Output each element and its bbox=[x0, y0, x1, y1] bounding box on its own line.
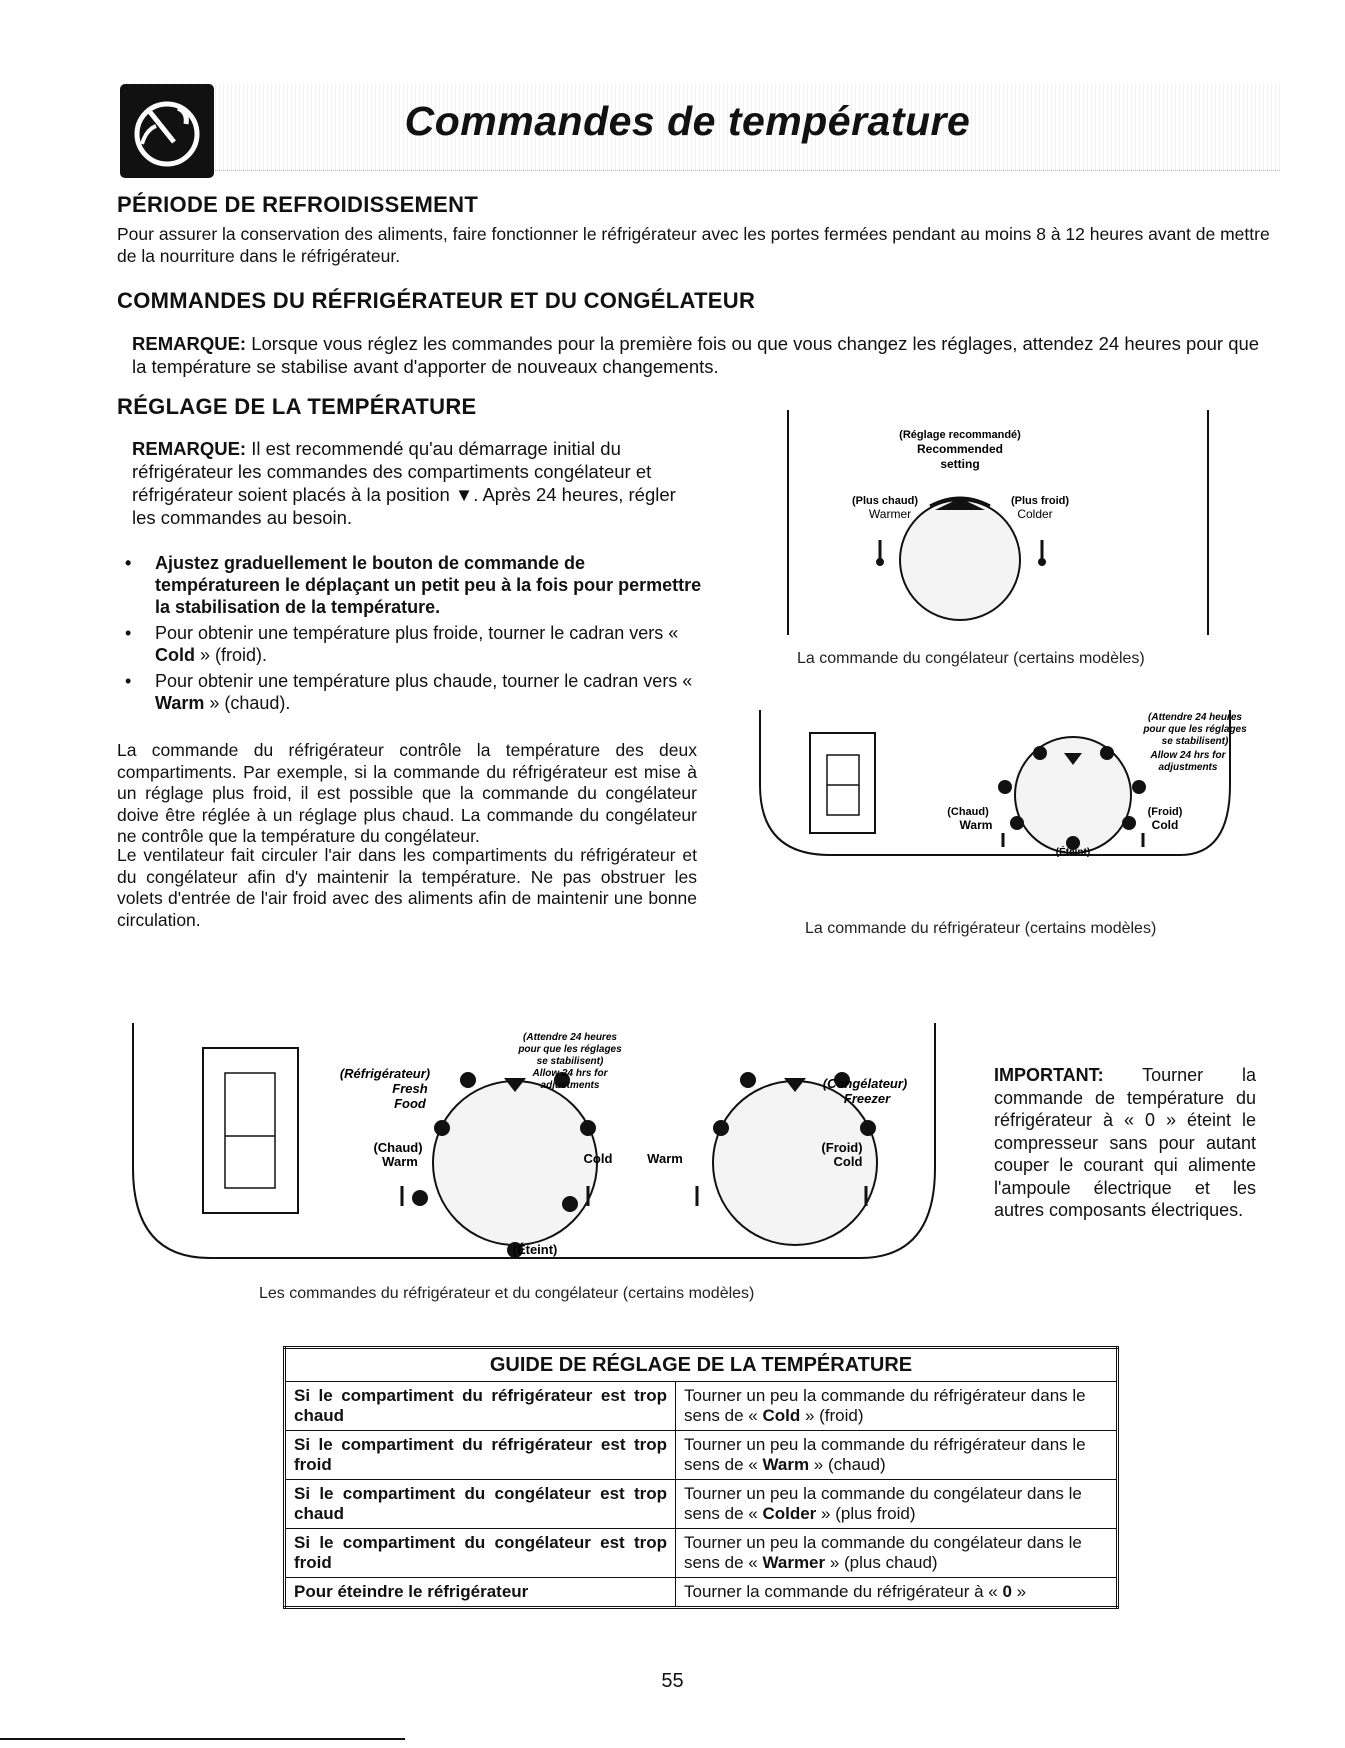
important-label: IMPORTANT: bbox=[994, 1065, 1104, 1085]
footer-rule bbox=[0, 1738, 405, 1740]
guide-row bbox=[285, 1382, 1118, 1431]
guide-row bbox=[285, 1578, 1118, 1608]
combo-fridge-fresh: Fresh bbox=[392, 1081, 428, 1096]
combo-fridge-dial bbox=[433, 1081, 597, 1245]
fridge-allow1: Allow 24 hrs for bbox=[1150, 750, 1226, 761]
combo-cold2: Cold bbox=[833, 1154, 863, 1169]
guide-title: GUIDE DE RÉGLAGE DE LA TEMPÉRATURE bbox=[285, 1348, 1118, 1382]
combo-warm2: Warm bbox=[647, 1151, 683, 1166]
guide-condition: Si le compartiment du réfrigérateur est trop chaud bbox=[285, 1382, 676, 1431]
setting-note bbox=[132, 437, 687, 529]
guide-action: Tourner un peu la commande du congélateur dans le sens de « Colder » (plus froid) bbox=[676, 1480, 1118, 1529]
freezer-control-figure bbox=[780, 410, 1220, 635]
controls-heading: COMMANDES DU RÉFRIGÉRATEUR ET DU CONGÉLATEUR bbox=[117, 288, 756, 313]
guide-condition: Si le compartiment du congélateur est trop froid bbox=[285, 1529, 676, 1578]
combo-wait3: se stabilisent) bbox=[536, 1056, 604, 1067]
setting-heading: RÉGLAGE DE LA TEMPÉRATURE bbox=[117, 394, 477, 419]
bullet-colder: • Pour obtenir une température plus froide, tourner le cadran vers « Cold » (froid). bbox=[117, 622, 702, 666]
setting-bullets bbox=[117, 552, 702, 718]
freezer-colder-en: Colder bbox=[1017, 507, 1053, 521]
combo-froid: (Froid) bbox=[821, 1140, 863, 1155]
page-title: Commandes de température bbox=[404, 98, 971, 144]
guide-row bbox=[285, 1480, 1118, 1529]
guide-action: Tourner un peu la commande du réfrigérateur dans le sens de « Warm » (chaud) bbox=[676, 1431, 1118, 1480]
fridge-allow2: adjustments bbox=[1158, 762, 1218, 773]
freezer-caption: La commande du congélateur (certains modèles) bbox=[797, 650, 1145, 667]
freezer-dial bbox=[900, 500, 1020, 620]
combo-fridge-food: Food bbox=[394, 1096, 426, 1111]
setting-para2: Le ventilateur fait circuler l'air dans les compartiments du réfrigérateur et du congélateur afin d'y maintenir la température. Ne pas obstruer les volets d'entrée de l'air froid avec des aliments afin de maintenir une bonne circulation. bbox=[117, 845, 697, 930]
guide-row bbox=[285, 1529, 1118, 1578]
freezer-warmer-fr: (Plus chaud) bbox=[851, 495, 919, 507]
fridge-wait2: pour que les réglages bbox=[1143, 724, 1247, 735]
combo-wait2: pour que les réglages bbox=[518, 1044, 622, 1055]
fridge-eteint: (Éteint) bbox=[1055, 847, 1091, 858]
setting-note-text: Il est recommendé qu'au démarrage initial du réfrigérateur les commandes des compartiments congélateur et réfrigérateur soient placés à la position ▼. Après 24 heures, régler les commandes au besoin. bbox=[132, 438, 676, 528]
bullet-gradual: • Ajustez graduellement le bouton de commande de températureen le déplaçant un petit peu à la fois pour permettre la stabilisation de la température. bbox=[117, 552, 702, 618]
guide-condition: Si le compartiment du congélateur est trop chaud bbox=[285, 1480, 676, 1529]
bullet-warmer: • Pour obtenir une température plus chaude, tourner le cadran vers « Warm » (chaud). bbox=[117, 670, 702, 714]
cooling-period-text: Pour assurer la conservation des aliments, faire fonctionner le réfrigérateur avec les portes fermées pendant au moins 8 à 12 heures avant de mettre de la nourriture dans le réfrigérateur. bbox=[117, 224, 1270, 266]
combo-allow2: adjustments bbox=[540, 1080, 600, 1091]
fridge-chaud: (Chaud) bbox=[947, 806, 989, 818]
page-number: 55 bbox=[661, 1670, 684, 1692]
combo-allow1: Allow 24 hrs for bbox=[532, 1068, 608, 1079]
fridge-control-figure bbox=[755, 705, 1247, 860]
fridge-froid: (Froid) bbox=[1147, 806, 1183, 818]
combo-cold: Cold bbox=[583, 1151, 613, 1166]
freezer-colder-fr: (Plus froid) bbox=[1010, 495, 1070, 507]
guide-action: Tourner un peu la commande du réfrigérateur dans le sens de « Cold » (froid) bbox=[676, 1382, 1118, 1431]
freezer-rec-label: (Réglage recommandé) bbox=[899, 429, 1021, 441]
freezer-rec-label-en: Recommended bbox=[916, 442, 1004, 456]
freezer-setting-label: setting bbox=[940, 457, 980, 471]
combo-freezer-fr: (Congélateur) bbox=[822, 1076, 908, 1091]
fridge-wait1: (Attendre 24 heures bbox=[1148, 712, 1242, 723]
cooling-period-heading: PÉRIODE DE REFROIDISSEMENT bbox=[117, 192, 479, 217]
important-text: Tourner la commande de température du réfrigérateur à « 0 » éteint le compresseur sans pour autant couper le courant qui alimente l'ampoule électrique et les autres composants électriques. bbox=[994, 1065, 1256, 1220]
combo-eteint: (Éteint) bbox=[512, 1242, 558, 1257]
combo-fridge-fr: (Réfrigérateur) bbox=[339, 1066, 431, 1081]
combo-freezer-en: Freezer bbox=[843, 1091, 891, 1106]
combo-wait1: (Attendre 24 heures bbox=[523, 1032, 617, 1043]
fridge-caption: La commande du réfrigérateur (certains modèles) bbox=[805, 920, 1157, 937]
guide-action: Tourner la commande du réfrigérateur à « 0 » bbox=[676, 1578, 1118, 1608]
fridge-icon bbox=[810, 733, 875, 833]
combined-control-figure bbox=[130, 1018, 940, 1263]
guide-action: Tourner un peu la commande du congélateur dans le sens de « Warmer » (plus chaud) bbox=[676, 1529, 1118, 1578]
setting-note-label: REMARQUE: bbox=[132, 438, 247, 459]
temperature-guide-table bbox=[283, 1346, 1119, 1609]
combo-chaud: (Chaud) bbox=[373, 1140, 423, 1155]
controls-note-label: REMARQUE: bbox=[132, 333, 247, 354]
setting-para1: La commande du réfrigérateur contrôle la température des deux compartiments. Par exemple, si la commande du réfrigérateur est mise à un réglage plus froid, il est possible que la commande du congélateur doive être réglée à un réglage plus chaud. La commande du congélateur ne contrôle que la température du congélateur. bbox=[117, 740, 697, 846]
combo-warm: Warm bbox=[382, 1154, 418, 1169]
fridge-cold: Cold bbox=[1151, 818, 1179, 832]
guide-condition: Si le compartiment du réfrigérateur est trop froid bbox=[285, 1431, 676, 1480]
controls-note bbox=[132, 332, 1277, 378]
combo-caption: Les commandes du réfrigérateur et du congélateur (certains modèles) bbox=[259, 1285, 755, 1302]
guide-row bbox=[285, 1431, 1118, 1480]
important-note bbox=[994, 1064, 1256, 1222]
freezer-warmer-en: Warmer bbox=[868, 507, 912, 521]
controls-note-text: Lorsque vous réglez les commandes pour la première fois ou que vous changez les réglages, attendez 24 heures pour que la température se stabilise avant d'apporter de nouveaux changements. bbox=[132, 333, 1260, 377]
fridge-warm: Warm bbox=[959, 818, 993, 832]
guide-condition: Pour éteindre le réfrigérateur bbox=[285, 1578, 676, 1608]
fridge-wait3: se stabilisent) bbox=[1161, 736, 1229, 747]
